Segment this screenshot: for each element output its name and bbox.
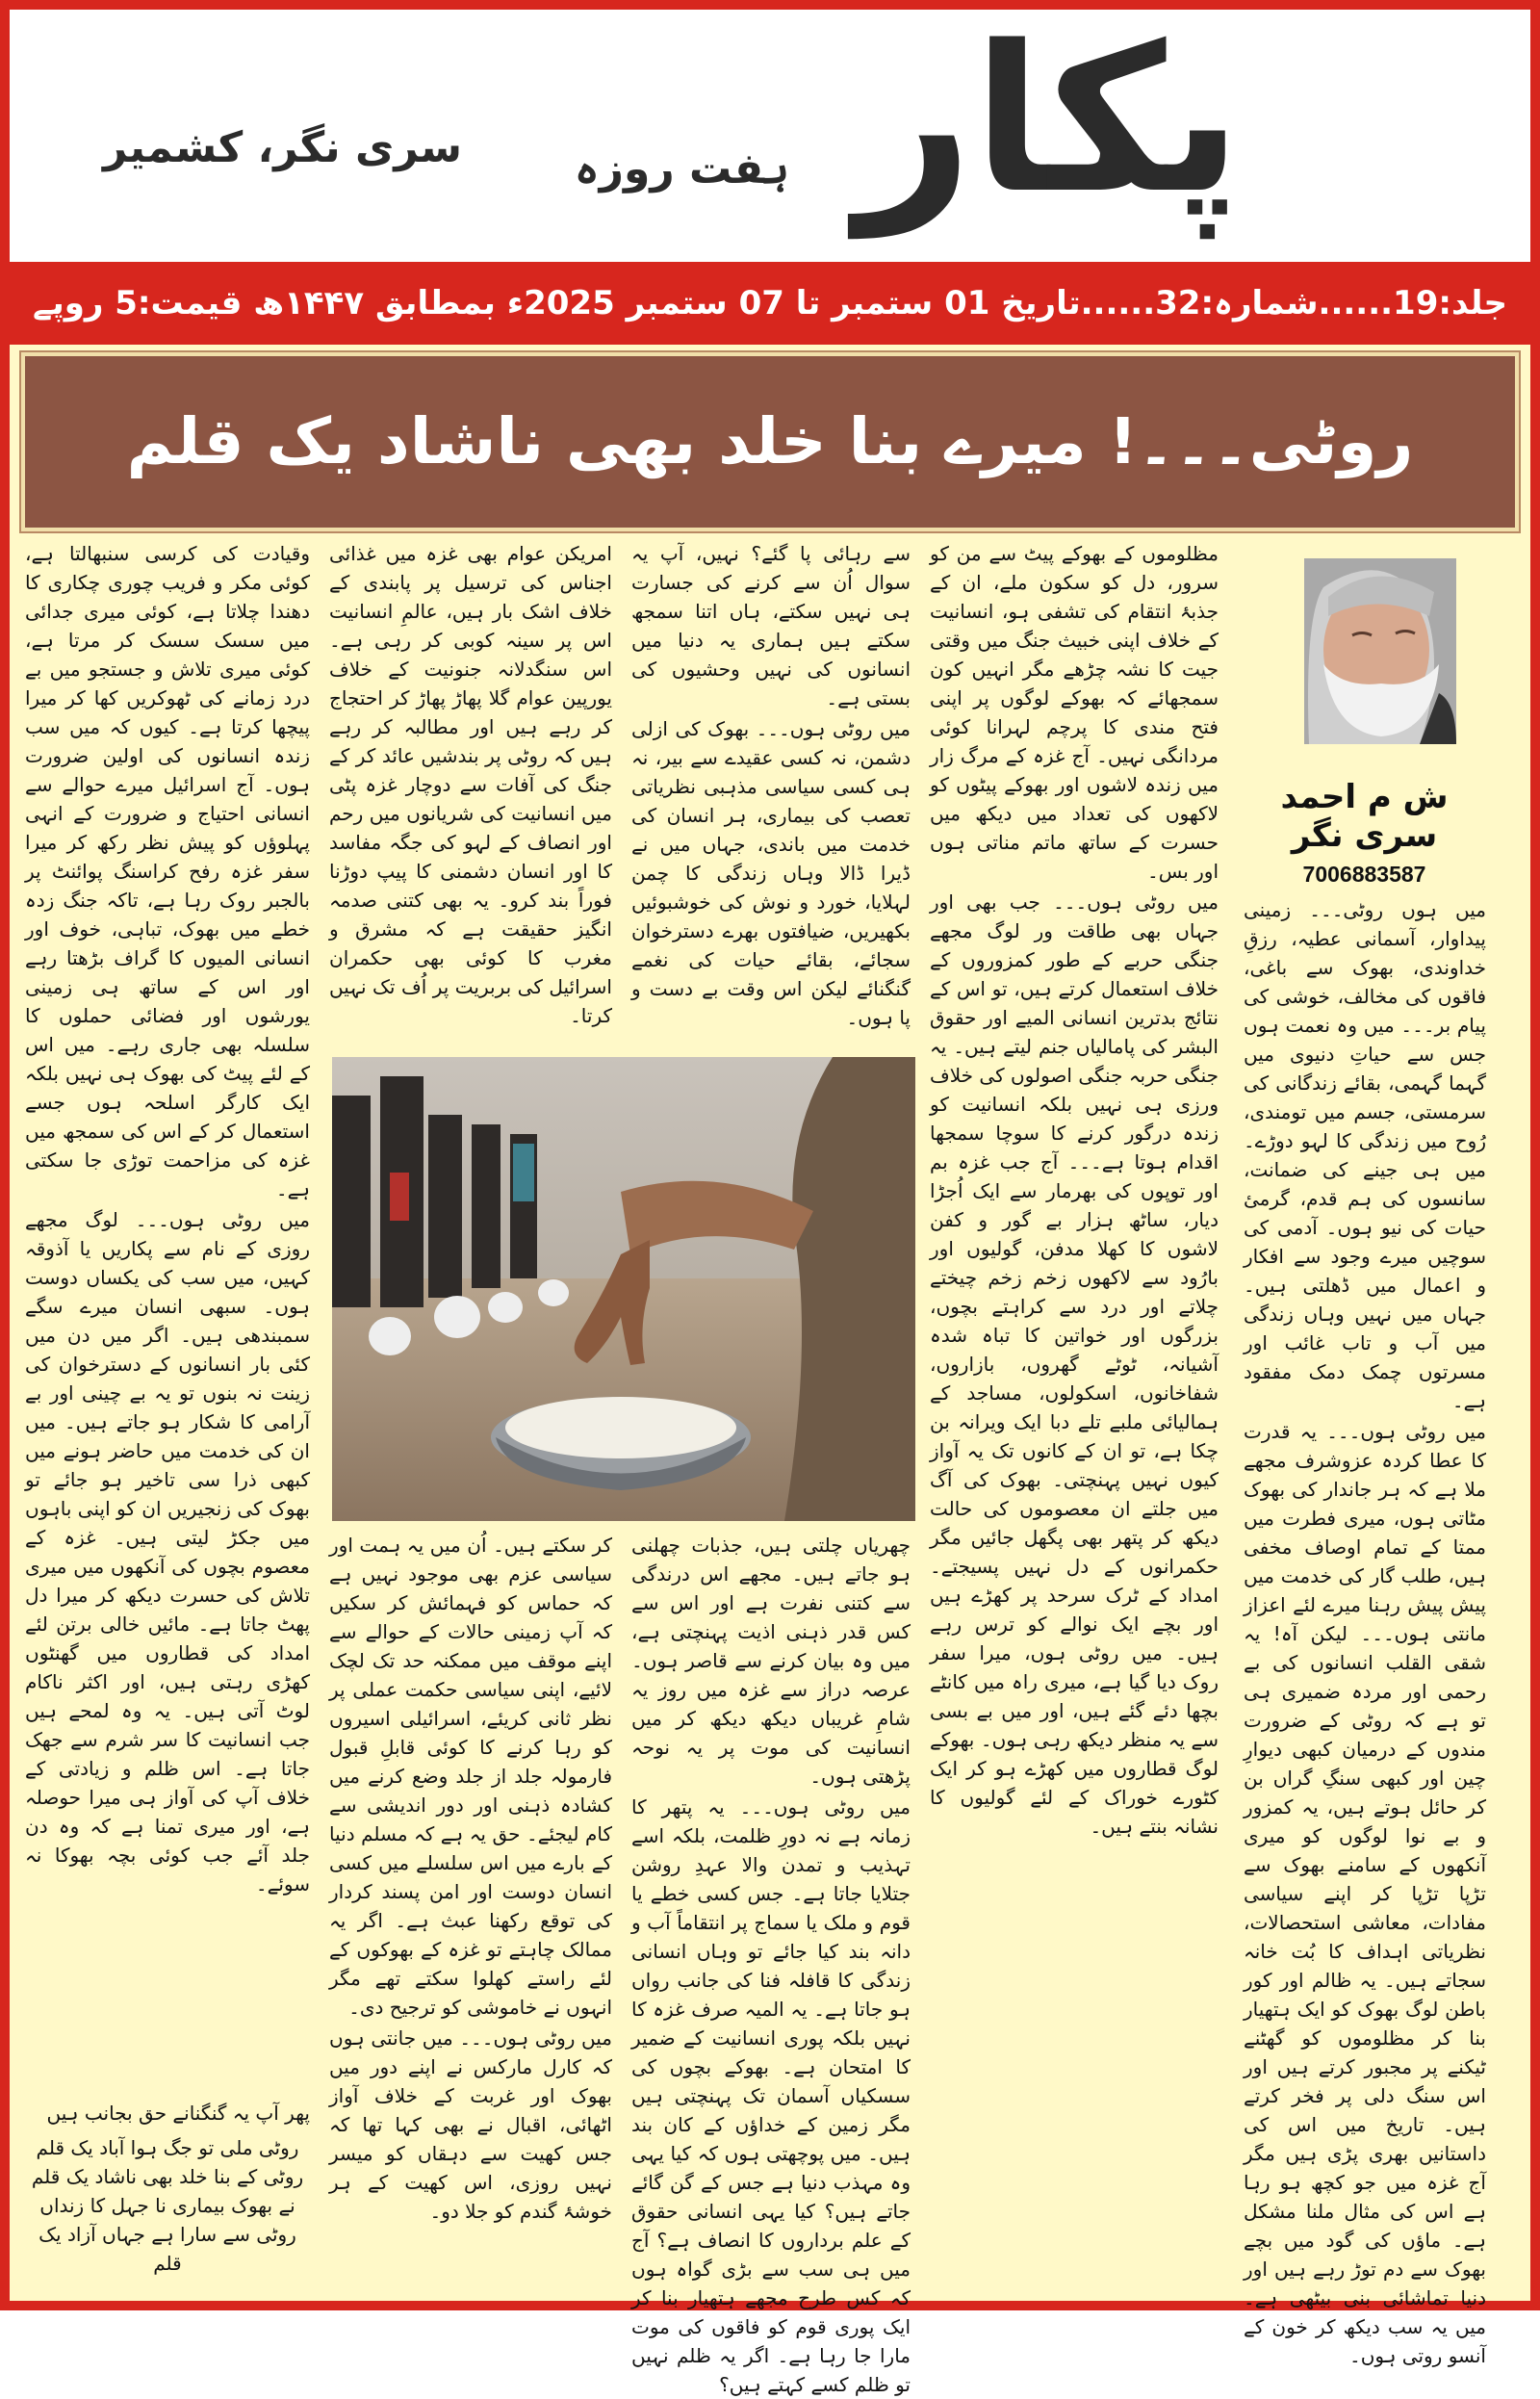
paragraph: میں روٹی ہوں۔۔۔ یہ قدرت کا عطا کردہ عزوشرف مجھے ملا ہے کہ ہر جاندار کی بھوک مٹاتی ہوں، میری فطرت میں ممتا کے تمام اوصاف مخفی ہیں، طلب گار کی خدمت میں پیش پیش رہنا میرے لئے اعزاز مانتی ہوں۔۔۔ لیکن آہ! یہ شقی القلب انسانوں کی بے رحمی اور مردہ ضمیری ہی تو ہے کہ روٹی کے ضرورت مندوں کے درمیان کبھی دیوارِ چین اور کبھی سنگِ گراں بن کر حائل ہوتے ہیں، یہ کمزور و بے نوا لوگوں کو میری آنکھوں کے سامنے بھوک سے تڑپا تڑپا کر اپنے سیاسی مفادات، معاشی استحصالات، نظریاتی اہداف کا بُت خانہ سجاتے ہیں۔ یہ ظالم اور کور باطن لوگ بھوک کو ایک ہتھیار بنا کر مظلوموں کو گھٹنے ٹیکنے پر مجبور کرتے ہیں اور اس سنگ دلی پر فخر کرتے ہیں۔ تاریخ میں اس کی داستانیں بھری پڑی ہیں مگر آج غزہ میں جو کچھ ہو رہا ہے اس کی مثال ملنا مشکل ہے۔ ماؤں کی گود میں بچے بھوک سے دم توڑ رہے ہیں اور دنیا تماشائی بنی بیٹھی ہے۔ میں یہ سب دیکھ کر خون کے آنسو روتی ہوں۔ — [1244, 1420, 1486, 2367]
paragraph: وقیادت کی کرسی سنبھالتا ہے، کوئی مکر و فریب چوری چکاری کا دھندا چلاتا ہے، کوئی میری جدائی میں سسک سسک کر مرتا ہے، کوئی میری تلاش و جستجو میں بے درد زمانے کی ٹھوکریں کھا کر میرا پیچھا کرتا ہے۔ کیوں کہ میں سب زندہ انسانوں کی اولین ضرورت ہوں۔ آج اسرائیل میرے حوالے سے انسانی احتیاج و ضرورت کے انہی پہلوؤں کو پیش نظر رکھ کر میرا سفر غزہ رفح کراسنگ پوائنٹ پر بالجبر روک رہا ہے، تاکہ جنگ زدہ خطے میں بھوک، تباہی، خوف اور انسانی المیوں کا گراف بڑھتا رہے اور اس کے ساتھ ہی زمینی یورشوں اور فضائی حملوں کا سلسلہ بھی جاری رہے۔ میں اس کے لئے پیٹ کی بھوک ہی نہیں بلکہ ایک کارگر اسلحہ ہوں جسے استعمال کر کے اس کی سمجھ میں غزہ کی مزاحمت توڑی جا سکتی ہے۔ — [25, 542, 310, 1200]
poem — [25, 2133, 310, 2278]
issue-info-text: جلد:19......شمارہ:32......تاریخ 01 ستمبر تا 07 ستمبر 2025ء بمطابق ۱۴۴۷ھ قیمت:5 روپے — [33, 284, 1507, 322]
paragraph: میں روٹی ہوں۔۔۔ میں جانتی ہوں کہ کارل مارکس نے اپنے دور میں بھوک اور غربت کے خلاف آواز اٹھائی، اقبال نے بھی کہا تھا کہ جس کھیت سے دہقاں کو میسر نہیں روزی، اس کھیت کے ہر خوشۂ گندم کو جلا دو۔ — [329, 2026, 612, 2223]
masthead — [10, 2, 1530, 262]
article-photo-gaza-food-bowl — [332, 1057, 915, 1521]
column-4-bottom — [329, 1531, 612, 2272]
paragraph: میں روٹی ہوں۔۔۔ لوگ مجھے روزی کے نام سے پکاریں یا آذوقہ کہیں، میں سب کی یکساں دوست ہوں۔ سبھی انسان میرے سگے سمبندھی ہیں۔ اگر میں دن میں کئی بار انسانوں کے دسترخوان کی زینت نہ بنوں تو یہ بے چینی اور بے آرامی کا شکار ہو جاتے ہیں۔ میں ان کی خدمت میں حاضر ہونے میں کبھی ذرا سی تاخیر ہو جائے تو بھوک کی زنجیریں ان کو اپنی باہوں میں جکڑ لیتی ہیں۔ غزہ کے معصوم بچوں کی آنکھوں میں میری تلاش کی حسرت دیکھ کر میرا دل پھٹ جاتا ہے۔ مائیں خالی برتن لئے امداد کی قطاروں میں گھنٹوں کھڑی رہتی ہیں، اور اکثر ناکام لوٹ آتی ہیں۔ یہ وہ لمحے ہیں جب انسانیت کا سر شرم سے جھک جاتا ہے۔ اس ظلم و زیادتی کے خلاف آپ کی آواز ہی میرا حوصلہ ہے، اور میری تمنا ہے کہ وہ دن جلد آئے جب کوئی بچہ بھوکا نہ سوئے۔ — [25, 1208, 310, 1896]
author-photo — [1304, 558, 1456, 744]
newspaper-logo: پکار — [856, 2, 1243, 238]
author-box — [1242, 539, 1487, 895]
paragraph: چھریاں چلتی ہیں، جذبات چھلنی ہو جاتے ہیں۔ مجھے اس درندگی سے کتنی نفرت ہے اور اس سے کس قدر ذہنی اذیت پہنچتی ہے، میں وہ بیان کرنے سے قاصر ہوں۔ عرصہ دراز سے غزہ میں روز یہ شامِ غریباں دیکھ دیکھ کر میں انسانیت کی موت پر یہ نوحہ پڑھتی ہوں۔ — [631, 1534, 911, 1788]
poem-line: روٹی کے بنا خلد بھی ناشاد یک قلم — [31, 2165, 304, 2188]
column-1 — [1244, 895, 1486, 2367]
issue-info-band — [10, 262, 1530, 345]
column-3-top — [631, 539, 911, 1049]
article-headline-text: روٹی۔۔۔! میرے بنا خلد بھی ناشاد یک قلم — [126, 404, 1414, 479]
column-5-text — [25, 539, 310, 2099]
column-5 — [25, 539, 310, 2282]
column-3-bottom — [631, 1531, 911, 2396]
masthead-subtitle: ہفت روزہ — [574, 144, 789, 193]
paragraph: سے رہائی پا گئے؟ نہیں، آپ یہ سوال اُن سے کرنے کی جسارت ہی نہیں سکتے، ہاں اتنا سمجھ سکتے ہیں ہماری یہ دنیا میں انسانوں کی نہیں وحشیوں کی بستی ہے۔ — [631, 542, 911, 709]
paragraph: مظلوموں کے بھوکے پیٹ سے من کو سرور، دل کو سکون ملے، ان کے جذبۂ انتقام کی تشفی ہو، انسانیت کے خلاف اپنی خبیث جنگ میں وقتی جیت کا نشہ چڑھے مگر انہیں کون سمجھائے کہ بھوکے لوگوں پر اپنی فتح مندی کا پرچم لہرانا کوئی مردانگی نہیں۔ آج غزہ کے مرگ زار میں زندہ لاشوں اور بھوکے پیٹوں کو لاکھوں کی تعداد میں دیکھ میں حسرت کے ساتھ ماتم مناتی ہوں اور بس۔ — [930, 542, 1219, 883]
poem-intro: پھر آپ یہ گنگنانے حق بجانب ہیں — [46, 2102, 310, 2125]
paragraph: امریکن عوام بھی غزہ میں غذائی اجناس کی ترسیل پر پابندی کے خلاف اشک بار ہیں، عالمِ انسانیت اس پر سینہ کوبی کر رہی ہے۔ اس سنگدلانہ جنونیت کے خلاف یورپین عوام گلا پھاڑ پھاڑ کر احتجاج کر رہے ہیں اور مطالبہ کر رہے ہیں کہ روٹی پر بندشیں عائد کر کے جنگ کی آفات سے دوچار غزہ پٹی میں انسانیت کی شریانوں میں رحم اور انصاف کے لہو کی جگہ مفاسد کا اور انسان دشمنی کا پیپ دوڑنا فوراً بند کرو۔ یہ بھی کتنی صدمہ انگیز حقیقت ہے کہ مشرق و مغرب کا کوئی بھی حکمران اسرائیل کی بربریت پر اُف تک نہیں کرتا۔ — [329, 542, 612, 1027]
paragraph: کر سکتے ہیں۔ اُن میں یہ ہمت اور سیاسی عزم بھی موجود نہیں ہے کہ حماس کو فہمائش کر سکیں کہ آپ زمینی حالات کے حوالے سے اپنے موقف میں ممکنہ حد تک لچک لائیے، اپنی سیاسی حکمت عملی پر نظر ثانی کریئے، اسرائیلی اسیروں کو رہا کرنے کا کوئی قابلِ قبول فارمولہ جلد از جلد وضع کرنے میں کشادہ ذہنی اور دور اندیشی سے کام لیجئے۔ حق یہ ہے کہ مسلم دنیا کے بارے میں اس سلسلے میں کسی انسان دوست اور امن پسند کردار کی توقع رکھنا عبث ہے۔ اگر یہ ممالک چاہتے تو غزہ کے بھوکوں کے لئے راستے کھلوا سکتے تھے مگر انہوں نے خاموشی کو ترجیح دی۔ — [329, 1534, 612, 2019]
column-4-top — [329, 539, 612, 1049]
paragraph: میں روٹی ہوں۔۔۔ جب بھی اور جہاں بھی طاقت ور لوگ مجھے جنگی حربے کے طور کمزوروں کے خلاف استعمال کرتے ہیں، تو اس کے نتائج بدترین انسانی المیے اور حقوق البشر کی پامالیاں جنم لیتے ہیں۔ یہ جنگی حربہ جنگی اصولوں کی خلاف ورزی ہی نہیں بلکہ انسانیت کو زندہ درگور کرنے کا سوچا سمجھا اقدام ہوتا ہے۔۔۔ آج جب غزہ بم اور توپوں کی بھرمار سے ایک اُجڑا دیار، ساٹھ ہزار بے گور و کفن لاشوں کا کھلا مدفن، گولیوں اور بارُود سے لاکھوں زخم زخم چیختے چلاتے اور درد سے کراہتے بچوں، بزرگوں اور خواتین کا تباہ شدہ آشیانہ، ٹوٹے گھروں، بازاروں، شفاخانوں، اسکولوں، مساجد کے ہمالیائی ملبے تلے دبا ایک ویرانہ بن چکا ہے، تو ان کے کانوں تک یہ آواز کیوں نہیں پہنچتی۔ بھوک کی آگ میں جلتے ان معصوموں کی حالت دیکھ کر پتھر بھی پگھل جائیں مگر حکمرانوں کے دل نہیں پسیجتے۔ امداد کے ٹرک سرحد پر کھڑے ہیں اور بچے ایک نوالے کو ترس رہے ہیں۔ میں روٹی ہوں، میرا سفر روک دیا گیا ہے، میری راہ میں کانٹے بچھا دئے گئے ہیں، اور میں بے بسی سے یہ منظر دیکھ رہی ہوں۔ بھوکے لوگ قطاروں میں کھڑے ہو کر ایک کٹورے خوراک کے لئے گولیوں کا نشانہ بنتے ہیں۔ — [930, 890, 1219, 1838]
paragraph: میں روٹی ہوں۔۔۔ یہ پتھر کا زمانہ ہے نہ دورِ ظلمت، بلکہ اسے تہذیب و تمدن والا عہدِ روشن جتلایا جاتا ہے۔ جس کسی خطے یا قوم و ملک یا سماج پر انتقاماً آب و دانہ بند کیا جائے تو وہاں انسانی زندگی کا قافلہ فنا کی جانب رواں ہو جاتا ہے۔ یہ المیہ صرف غزہ کا نہیں بلکہ پوری انسانیت کے ضمیر کا امتحان ہے۔ بھوکے بچوں کی سسکیاں آسمان تک پہنچتی ہیں مگر زمین کے خداؤں کے کان بند ہیں۔ میں پوچھتی ہوں کہ کیا یہی وہ مہذب دنیا ہے جس کے گن گائے جاتے ہیں؟ کیا یہی انسانی حقوق کے علم برداروں کا انصاف ہے؟ آج میں ہی سب سے بڑی گواہ ہوں کہ کس طرح مجھے ہتھیار بنا کر ایک پوری قوم کو فاقوں کی موت مارا جا رہا ہے۔ اگر یہ ظلم نہیں تو ظلم کسے کہتے ہیں؟ — [631, 1795, 911, 2396]
paragraph: میں روٹی ہوں۔۔۔ بھوک کی ازلی دشمن، نہ کسی عقیدے سے بیر، نہ ہی کسی سیاسی مذہبی نظریاتی تعصب کی بیماری، ہر انسان کی خدمت میں باندی، جہاں میں نے ڈیرا ڈالا وہاں زندگی کا چمن لہلایا، خورد و نوش کی خوشبوئیں بکھیریں، ضیافتوں بھرے دسترخوان سجائے، بقائے حیات کی نغمے گنگنائے لیکن اس وقت بے دست و پا ہوں۔ — [631, 717, 911, 1029]
author-phone: 7006883587 — [1302, 862, 1426, 887]
masthead-location: سری نگر، کشمیر — [103, 123, 462, 172]
article-headline — [21, 352, 1519, 531]
poem-line: روٹی ملی تو جگ ہوا آباد یک قلم — [36, 2136, 299, 2159]
column-2 — [930, 539, 1219, 2272]
poem-line: نے بھوک بیماری نا جہل کا زنداں — [39, 2194, 295, 2217]
author-name: ش م احمد سری نگر — [1280, 778, 1449, 855]
poem-line: روٹی سے سارا ہے جہاں آزاد یک قلم — [38, 2223, 296, 2275]
paragraph: میں ہوں روٹی۔۔۔ زمینی پیداوار، آسمانی عطیہ، رزقِ خداوندی، بھوک سے باغی، فاقوں کی مخالف، خوشی کی پیام بر۔۔۔ میں وہ نعمت ہوں جس سے حیاتِ دنیوی میں گہما گہمی، بقائے زندگانی کی سرمستی، جسم میں تومندی، رُوح میں زندگی کا لہو دوڑے۔ میں ہی جینے کی ضمانت، سانسوں کی ہم قدم، گرمیٔ حیات کی نیو ہوں۔ آدمی کی سوچیں میرے وجود سے افکار و اعمال میں ڈھلتی ہیں۔ جہاں میں نہیں وہاں زندگی میں آب و تاب غائب اور مسرتوں چمک دمک مفقود ہے۔ — [1244, 898, 1486, 1412]
